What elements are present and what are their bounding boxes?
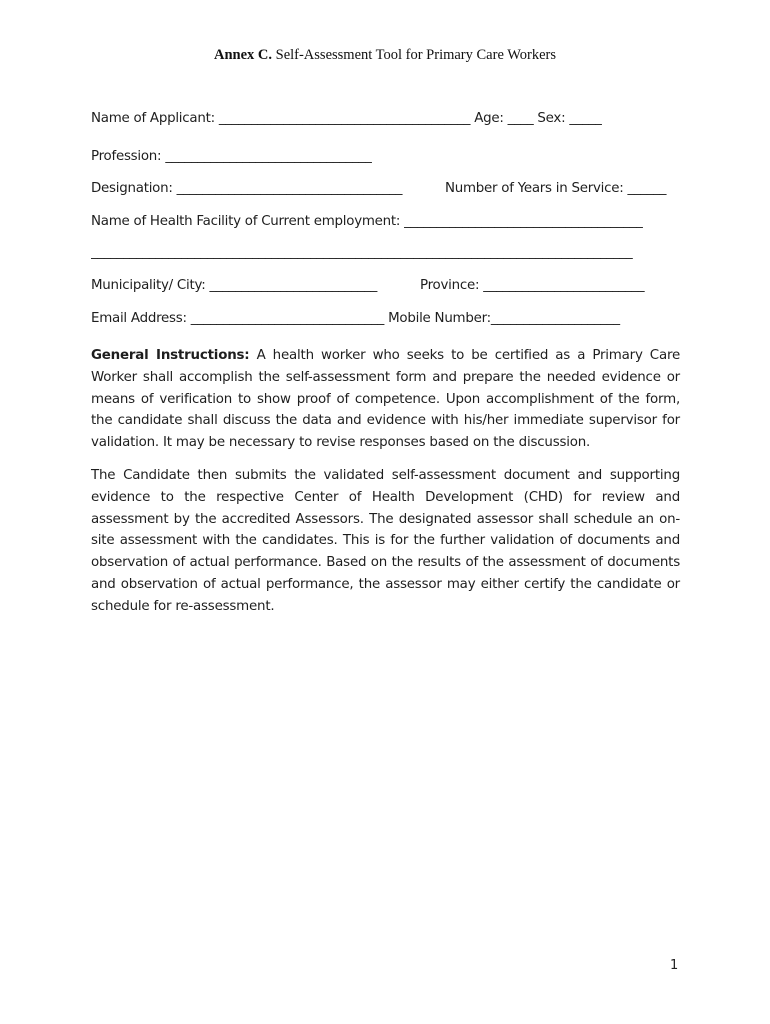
years-in-service-line: Number of Years in Service: ______ [445, 181, 667, 196]
instructions-text-1: A health worker who seeks to be certified as a Primary Care Worker shall accomplish the self-assessment form and prepare the needed evidence or means of verification to show proof of competence. Upon accomplishment of the form, the candidate shall discuss the data and evidence with his/her immediate supervisor for validation. It may be necessary to revise responses based on the discussion. [91, 348, 681, 451]
instructions-paragraph-2: The Candidate then submits the validated self-assessment document and supporting evidence to the respective Center of Health Development (CHD) for review and assessment by the accredited Assessors. The designated assessor shall schedule an on-site assessment with the candidates. This is for the further validation of documents and observation of actual performance. Based on the results of the assessment of documents and observation of actual performance, the assessor may either certify the candidate or schedule for re-assessment. [91, 468, 680, 614]
page-number: 1 [670, 958, 679, 973]
profession-line: Profession: ________________________________ [91, 149, 372, 164]
designation-line: Designation: ___________________________________ [91, 181, 403, 196]
facility-continuation-line: ____________________________________________________________________________________ [91, 245, 633, 260]
designation-row [91, 181, 667, 196]
applicant-line: Name of Applicant: _______________________________________ Age: ____ Sex: _____ [91, 111, 602, 126]
municipality-row [91, 278, 645, 293]
title-text: Self-Assessment Tool for Primary Care Workers [272, 47, 557, 63]
municipality-line: Municipality/ City: __________________________ [91, 278, 378, 293]
facility-line: Name of Health Facility of Current employment: _____________________________________ [91, 214, 643, 229]
page-title [0, 47, 770, 64]
title-annex-label: Annex C. [213, 47, 272, 63]
email-line: Email Address: ______________________________ Mobile Number:____________________ [91, 311, 620, 326]
general-instructions-heading: General Instructions: [91, 348, 250, 363]
general-instructions-paragraph [91, 345, 680, 454]
province-line: Province: _________________________ [420, 278, 645, 293]
